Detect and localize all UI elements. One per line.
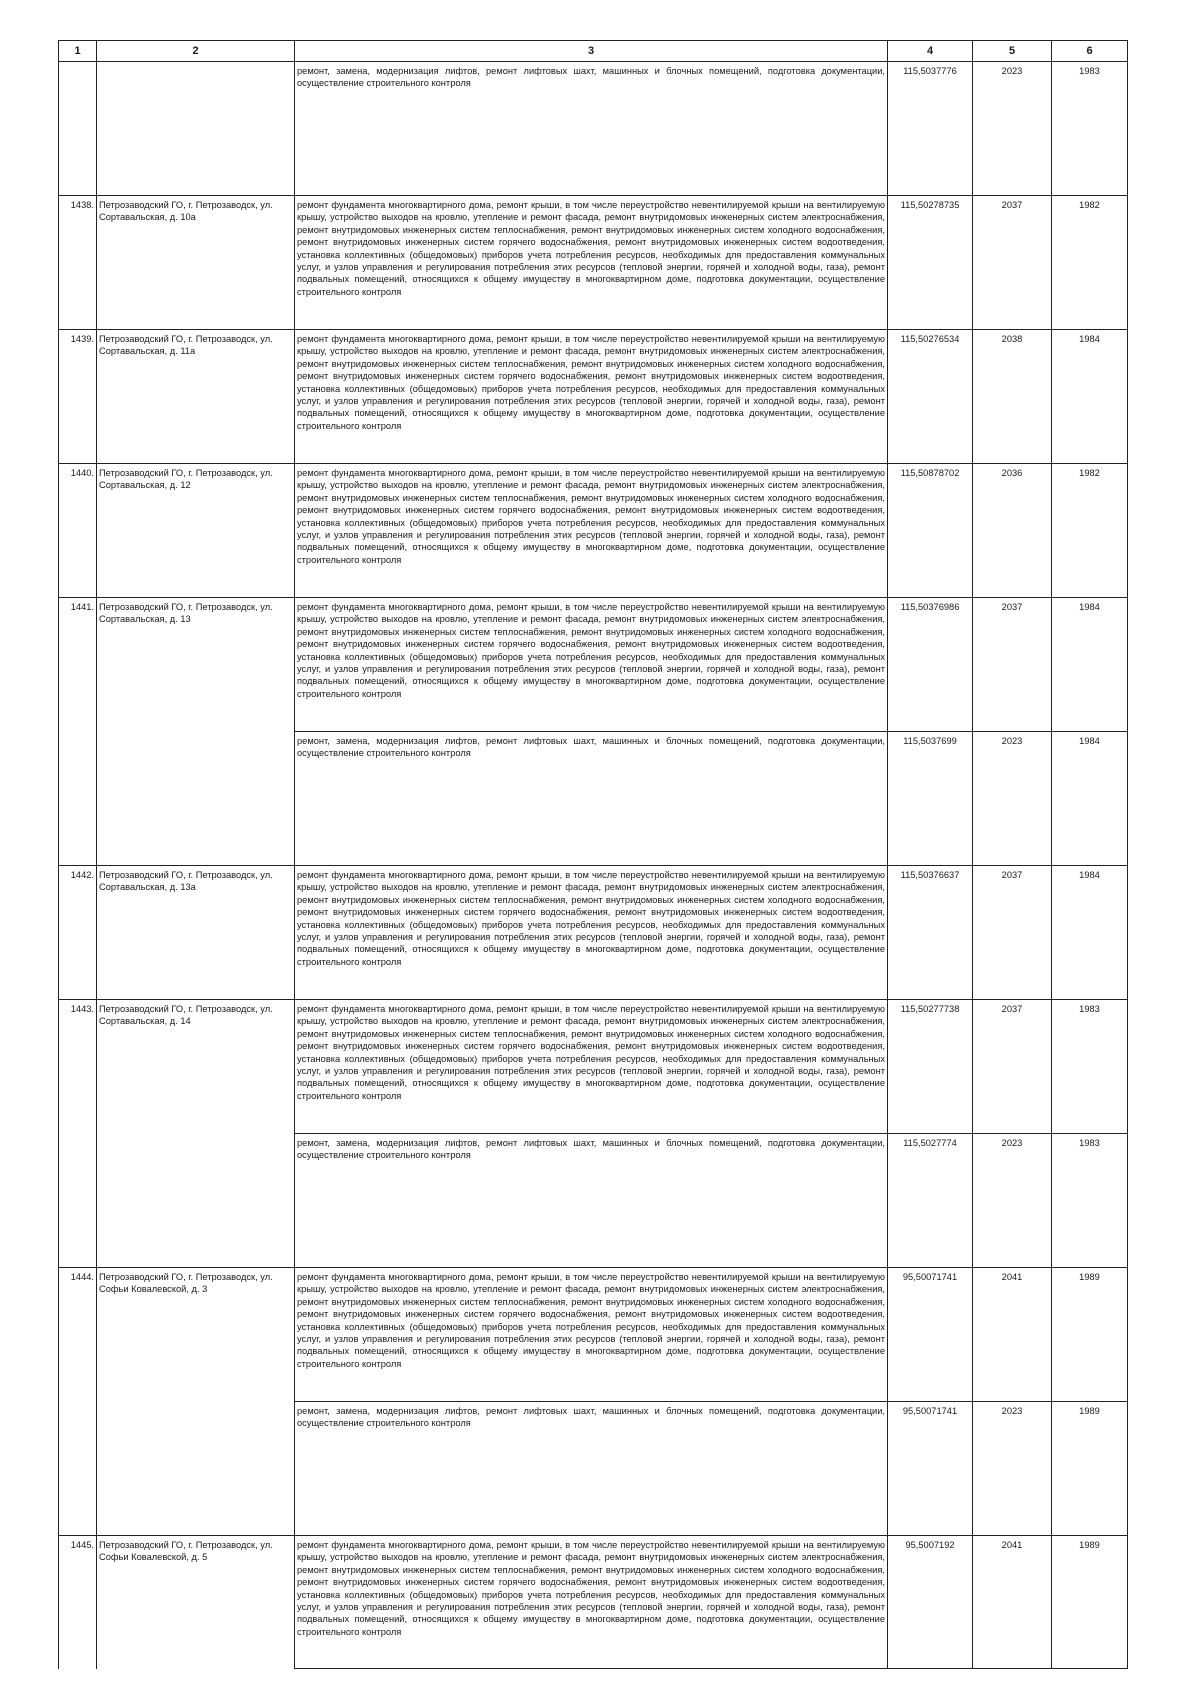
document-page	[58, 40, 1127, 1669]
table-row	[59, 1402, 1128, 1536]
row-number: 1443.	[59, 1000, 97, 1134]
row-build-year: 1989	[1052, 1402, 1128, 1536]
row-cost: 115,50376637	[888, 866, 973, 1000]
row-cost: 95,50071741	[888, 1402, 973, 1536]
row-build-year: 1984	[1052, 732, 1128, 866]
row-address: Петрозаводский ГО, г. Петрозаводск, ул. Сортавальская, д. 11а	[97, 330, 295, 464]
row-planned-year: 2023	[973, 1134, 1052, 1268]
row-address: Петрозаводский ГО, г. Петрозаводск, ул. Сортавальская, д. 13а	[97, 866, 295, 1000]
row-planned-year: 2037	[973, 866, 1052, 1000]
row-work-description: ремонт фундамента многоквартирного дома, ремонт крыши, в том числе переустройство невентилируемой крыши на вентилируемую крышу, устройство выходов на кровлю, утепление и ремонт фасада, ремонт внутридомовых инженерных систем электроснабжения, ремонт внутридомовых инженерных систем теплоснабжения, ремонт внутридомовых инженерных систем холодного водоснабжения, ремонт внутридомовых инженерных систем горячего водоснабжения, ремонт внутридомовых инженерных систем водоотведения, установка коллективных (общедомовых) приборов учета потребления ресурсов, необходимых для предоставления коммунальных услуг, и узлов управления и регулирования потребления этих ресурсов (тепловой энергии, горячей и холодной воды, газа), ремонт подвальных помещений, относящихся к общему имуществу в многоквартирном доме, подготовка документации, осуществление строительного контроля	[295, 1000, 888, 1134]
column-header-4: 4	[888, 41, 973, 62]
row-number: 1441.	[59, 598, 97, 732]
row-work-description: ремонт, замена, модернизация лифтов, ремонт лифтовых шахт, машинных и блочных помещений, подготовка документации, осуществление строительного контроля	[295, 1134, 888, 1268]
row-work-description: ремонт фундамента многоквартирного дома, ремонт крыши, в том числе переустройство невентилируемой крыши на вентилируемую крышу, устройство выходов на кровлю, утепление и ремонт фасада, ремонт внутридомовых инженерных систем электроснабжения, ремонт внутридомовых инженерных систем теплоснабжения, ремонт внутридомовых инженерных систем холодного водоснабжения, ремонт внутридомовых инженерных систем горячего водоснабжения, ремонт внутридомовых инженерных систем водоотведения, установка коллективных (общедомовых) приборов учета потребления ресурсов, необходимых для предоставления коммунальных услуг, и узлов управления и регулирования потребления этих ресурсов (тепловой энергии, горячей и холодной воды, газа), ремонт подвальных помещений, относящихся к общему имуществу в многоквартирном доме, подготовка документации, осуществление строительного контроля	[295, 330, 888, 464]
row-planned-year: 2037	[973, 1000, 1052, 1134]
row-number: 1442.	[59, 866, 97, 1000]
row-address	[97, 62, 295, 196]
row-address: Петрозаводский ГО, г. Петрозаводск, ул. Сортавальская, д. 13	[97, 598, 295, 732]
row-number: 1444.	[59, 1268, 97, 1402]
row-cost: 115,5027774	[888, 1134, 973, 1268]
table-row	[59, 1134, 1128, 1268]
row-build-year: 1982	[1052, 464, 1128, 598]
table-row	[59, 1000, 1128, 1134]
column-header-3: 3	[295, 41, 888, 62]
row-address	[97, 1134, 295, 1268]
row-address: Петрозаводский ГО, г. Петрозаводск, ул. Сортавальская, д. 12	[97, 464, 295, 598]
row-number	[59, 62, 97, 196]
row-work-description: ремонт, замена, модернизация лифтов, ремонт лифтовых шахт, машинных и блочных помещений, подготовка документации, осуществление строительного контроля	[295, 1402, 888, 1536]
row-build-year: 1983	[1052, 62, 1128, 196]
row-build-year: 1984	[1052, 866, 1128, 1000]
table-row	[59, 1268, 1128, 1402]
row-number	[59, 1402, 97, 1536]
row-address	[97, 1402, 295, 1536]
row-cost: 115,50276534	[888, 330, 973, 464]
column-header-2: 2	[97, 41, 295, 62]
table-row	[59, 866, 1128, 1000]
row-work-description: ремонт фундамента многоквартирного дома, ремонт крыши, в том числе переустройство невентилируемой крыши на вентилируемую крышу, устройство выходов на кровлю, утепление и ремонт фасада, ремонт внутридомовых инженерных систем электроснабжения, ремонт внутридомовых инженерных систем теплоснабжения, ремонт внутридомовых инженерных систем холодного водоснабжения, ремонт внутридомовых инженерных систем горячего водоснабжения, ремонт внутридомовых инженерных систем водоотведения, установка коллективных (общедомовых) приборов учета потребления ресурсов, необходимых для предоставления коммунальных услуг, и узлов управления и регулирования потребления этих ресурсов (тепловой энергии, горячей и холодной воды, газа), ремонт подвальных помещений, относящихся к общему имуществу в многоквартирном доме, подготовка документации, осуществление строительного контроля	[295, 1536, 888, 1669]
header-row	[59, 41, 1128, 62]
row-number: 1439.	[59, 330, 97, 464]
row-build-year: 1983	[1052, 1134, 1128, 1268]
row-work-description: ремонт фундамента многоквартирного дома, ремонт крыши, в том числе переустройство невентилируемой крыши на вентилируемую крышу, устройство выходов на кровлю, утепление и ремонт фасада, ремонт внутридомовых инженерных систем электроснабжения, ремонт внутридомовых инженерных систем теплоснабжения, ремонт внутридомовых инженерных систем холодного водоснабжения, ремонт внутридомовых инженерных систем горячего водоснабжения, ремонт внутридомовых инженерных систем водоотведения, установка коллективных (общедомовых) приборов учета потребления ресурсов, необходимых для предоставления коммунальных услуг, и узлов управления и регулирования потребления этих ресурсов (тепловой энергии, горячей и холодной воды, газа), ремонт подвальных помещений, относящихся к общему имуществу в многоквартирном доме, подготовка документации, осуществление строительного контроля	[295, 1268, 888, 1402]
column-header-5: 5	[973, 41, 1052, 62]
row-build-year: 1989	[1052, 1268, 1128, 1402]
row-work-description: ремонт фундамента многоквартирного дома, ремонт крыши, в том числе переустройство невентилируемой крыши на вентилируемую крышу, устройство выходов на кровлю, утепление и ремонт фасада, ремонт внутридомовых инженерных систем электроснабжения, ремонт внутридомовых инженерных систем теплоснабжения, ремонт внутридомовых инженерных систем холодного водоснабжения, ремонт внутридомовых инженерных систем горячего водоснабжения, ремонт внутридомовых инженерных систем водоотведения, установка коллективных (общедомовых) приборов учета потребления ресурсов, необходимых для предоставления коммунальных услуг, и узлов управления и регулирования потребления этих ресурсов (тепловой энергии, горячей и холодной воды, газа), ремонт подвальных помещений, относящихся к общему имуществу в многоквартирном доме, подготовка документации, осуществление строительного контроля	[295, 598, 888, 732]
row-planned-year: 2037	[973, 196, 1052, 330]
row-work-description: ремонт фундамента многоквартирного дома, ремонт крыши, в том числе переустройство невентилируемой крыши на вентилируемую крышу, устройство выходов на кровлю, утепление и ремонт фасада, ремонт внутридомовых инженерных систем электроснабжения, ремонт внутридомовых инженерных систем теплоснабжения, ремонт внутридомовых инженерных систем холодного водоснабжения, ремонт внутридомовых инженерных систем горячего водоснабжения, ремонт внутридомовых инженерных систем водоотведения, установка коллективных (общедомовых) приборов учета потребления ресурсов, необходимых для предоставления коммунальных услуг, и узлов управления и регулирования потребления этих ресурсов (тепловой энергии, горячей и холодной воды, газа), ремонт подвальных помещений, относящихся к общему имуществу в многоквартирном доме, подготовка документации, осуществление строительного контроля	[295, 464, 888, 598]
column-header-1: 1	[59, 41, 97, 62]
row-number	[59, 732, 97, 866]
column-header-6: 6	[1052, 41, 1128, 62]
row-address: Петрозаводский ГО, г. Петрозаводск, ул. Сортавальская, д. 14	[97, 1000, 295, 1134]
table-row	[59, 330, 1128, 464]
table-row	[59, 464, 1128, 598]
row-work-description: ремонт фундамента многоквартирного дома, ремонт крыши, в том числе переустройство невентилируемой крыши на вентилируемую крышу, устройство выходов на кровлю, утепление и ремонт фасада, ремонт внутридомовых инженерных систем электроснабжения, ремонт внутридомовых инженерных систем теплоснабжения, ремонт внутридомовых инженерных систем холодного водоснабжения, ремонт внутридомовых инженерных систем горячего водоснабжения, ремонт внутридомовых инженерных систем водоотведения, установка коллективных (общедомовых) приборов учета потребления ресурсов, необходимых для предоставления коммунальных услуг, и узлов управления и регулирования потребления этих ресурсов (тепловой энергии, горячей и холодной воды, газа), ремонт подвальных помещений, относящихся к общему имуществу в многоквартирном доме, подготовка документации, осуществление строительного контроля	[295, 866, 888, 1000]
table-row	[59, 62, 1128, 196]
row-number: 1440.	[59, 464, 97, 598]
row-build-year: 1983	[1052, 1000, 1128, 1134]
row-cost: 95,50071741	[888, 1268, 973, 1402]
row-number: 1445.	[59, 1536, 97, 1669]
row-planned-year: 2041	[973, 1536, 1052, 1669]
row-build-year: 1984	[1052, 330, 1128, 464]
row-build-year: 1982	[1052, 196, 1128, 330]
table-row	[59, 732, 1128, 866]
row-planned-year: 2023	[973, 732, 1052, 866]
row-build-year: 1984	[1052, 598, 1128, 732]
row-work-description: ремонт, замена, модернизация лифтов, ремонт лифтовых шахт, машинных и блочных помещений, подготовка документации, осуществление строительного контроля	[295, 62, 888, 196]
table-row	[59, 196, 1128, 330]
row-planned-year: 2041	[973, 1268, 1052, 1402]
row-work-description: ремонт фундамента многоквартирного дома, ремонт крыши, в том числе переустройство невентилируемой крыши на вентилируемую крышу, устройство выходов на кровлю, утепление и ремонт фасада, ремонт внутридомовых инженерных систем электроснабжения, ремонт внутридомовых инженерных систем теплоснабжения, ремонт внутридомовых инженерных систем холодного водоснабжения, ремонт внутридомовых инженерных систем горячего водоснабжения, ремонт внутридомовых инженерных систем водоотведения, установка коллективных (общедомовых) приборов учета потребления ресурсов, необходимых для предоставления коммунальных услуг, и узлов управления и регулирования потребления этих ресурсов (тепловой энергии, горячей и холодной воды, газа), ремонт подвальных помещений, относящихся к общему имуществу в многоквартирном доме, подготовка документации, осуществление строительного контроля	[295, 196, 888, 330]
table-row	[59, 598, 1128, 732]
row-cost: 115,50376986	[888, 598, 973, 732]
row-address: Петрозаводский ГО, г. Петрозаводск, ул. Софьи Ковалевской, д. 3	[97, 1268, 295, 1402]
row-build-year: 1989	[1052, 1536, 1128, 1669]
row-number	[59, 1134, 97, 1268]
row-cost: 115,50277738	[888, 1000, 973, 1134]
row-planned-year: 2038	[973, 330, 1052, 464]
row-planned-year: 2023	[973, 62, 1052, 196]
row-cost: 115,50878702	[888, 464, 973, 598]
row-cost: 115,5037776	[888, 62, 973, 196]
row-planned-year: 2023	[973, 1402, 1052, 1536]
capital-repair-table	[58, 40, 1128, 1669]
row-work-description: ремонт, замена, модернизация лифтов, ремонт лифтовых шахт, машинных и блочных помещений, подготовка документации, осуществление строительного контроля	[295, 732, 888, 866]
row-address	[97, 732, 295, 866]
row-number: 1438.	[59, 196, 97, 330]
row-planned-year: 2036	[973, 464, 1052, 598]
table-row	[59, 1536, 1128, 1669]
row-planned-year: 2037	[973, 598, 1052, 732]
row-cost: 95,5007192	[888, 1536, 973, 1669]
row-cost: 115,5037699	[888, 732, 973, 866]
row-address: Петрозаводский ГО, г. Петрозаводск, ул. Сортавальская, д. 10а	[97, 196, 295, 330]
row-address: Петрозаводский ГО, г. Петрозаводск, ул. Софьи Ковалевской, д. 5	[97, 1536, 295, 1669]
row-cost: 115,50278735	[888, 196, 973, 330]
